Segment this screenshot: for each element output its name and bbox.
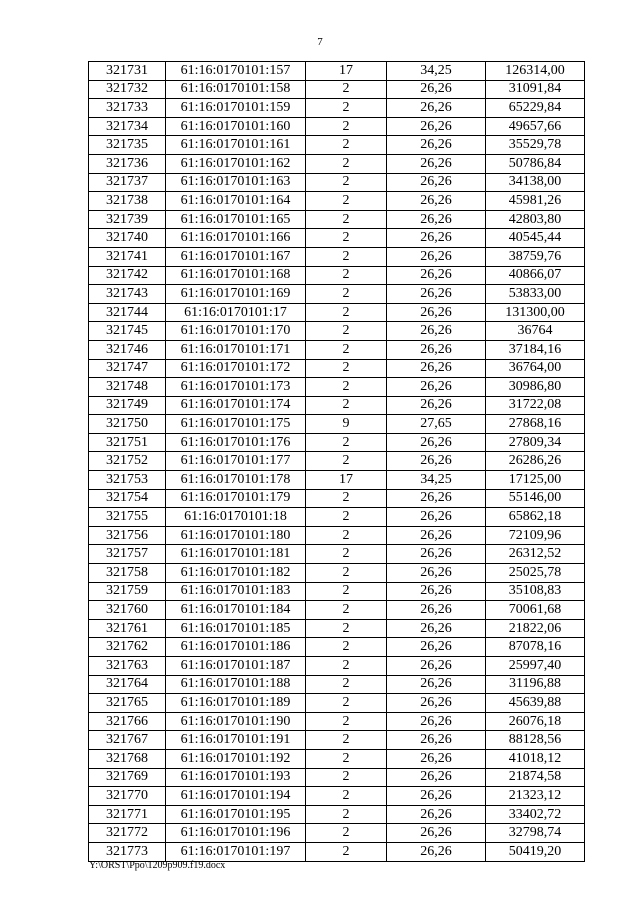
record-id-cell: 321771 bbox=[89, 805, 166, 824]
amount-cell: 53833,00 bbox=[486, 285, 585, 304]
amount-cell: 21323,12 bbox=[486, 787, 585, 806]
cadastral-number-cell: 61:16:0170101:188 bbox=[166, 675, 306, 694]
quantity-cell: 2 bbox=[306, 452, 387, 471]
quantity-cell: 9 bbox=[306, 415, 387, 434]
rate-cell: 26,26 bbox=[387, 582, 486, 601]
amount-cell: 45981,26 bbox=[486, 192, 585, 211]
rate-cell: 26,26 bbox=[387, 117, 486, 136]
cadastral-number-cell: 61:16:0170101:186 bbox=[166, 638, 306, 657]
table-row bbox=[89, 526, 585, 545]
amount-cell: 49657,66 bbox=[486, 117, 585, 136]
cadastral-number-cell: 61:16:0170101:18 bbox=[166, 508, 306, 527]
cadastral-number-cell: 61:16:0170101:178 bbox=[166, 471, 306, 490]
amount-cell: 70061,68 bbox=[486, 601, 585, 620]
record-id-cell: 321760 bbox=[89, 601, 166, 620]
cadastral-number-cell: 61:16:0170101:195 bbox=[166, 805, 306, 824]
table-row bbox=[89, 582, 585, 601]
quantity-cell: 2 bbox=[306, 824, 387, 843]
amount-cell: 31196,88 bbox=[486, 675, 585, 694]
rate-cell: 26,26 bbox=[387, 749, 486, 768]
rate-cell: 26,26 bbox=[387, 210, 486, 229]
rate-cell: 26,26 bbox=[387, 359, 486, 378]
amount-cell: 65862,18 bbox=[486, 508, 585, 527]
table-row bbox=[89, 99, 585, 118]
record-id-cell: 321734 bbox=[89, 117, 166, 136]
table-row bbox=[89, 749, 585, 768]
rate-cell: 26,26 bbox=[387, 824, 486, 843]
table-row bbox=[89, 471, 585, 490]
quantity-cell: 2 bbox=[306, 749, 387, 768]
amount-cell: 50419,20 bbox=[486, 842, 585, 861]
amount-cell: 26076,18 bbox=[486, 712, 585, 731]
record-id-cell: 321733 bbox=[89, 99, 166, 118]
cadastral-number-cell: 61:16:0170101:175 bbox=[166, 415, 306, 434]
rate-cell: 26,26 bbox=[387, 433, 486, 452]
cadastral-number-cell: 61:16:0170101:182 bbox=[166, 564, 306, 583]
quantity-cell: 2 bbox=[306, 675, 387, 694]
amount-cell: 31722,08 bbox=[486, 396, 585, 415]
quantity-cell: 2 bbox=[306, 433, 387, 452]
amount-cell: 36764,00 bbox=[486, 359, 585, 378]
table-row bbox=[89, 117, 585, 136]
record-id-cell: 321742 bbox=[89, 266, 166, 285]
amount-cell: 32798,74 bbox=[486, 824, 585, 843]
record-id-cell: 321757 bbox=[89, 545, 166, 564]
record-id-cell: 321744 bbox=[89, 303, 166, 322]
cadastral-number-cell: 61:16:0170101:185 bbox=[166, 619, 306, 638]
rate-cell: 26,26 bbox=[387, 99, 486, 118]
quantity-cell: 2 bbox=[306, 526, 387, 545]
amount-cell: 42803,80 bbox=[486, 210, 585, 229]
record-id-cell: 321751 bbox=[89, 433, 166, 452]
record-id-cell: 321768 bbox=[89, 749, 166, 768]
amount-cell: 21874,58 bbox=[486, 768, 585, 787]
amount-cell: 21822,06 bbox=[486, 619, 585, 638]
rate-cell: 34,25 bbox=[387, 471, 486, 490]
rate-cell: 26,26 bbox=[387, 80, 486, 99]
table-row bbox=[89, 712, 585, 731]
quantity-cell: 17 bbox=[306, 471, 387, 490]
rate-cell: 26,26 bbox=[387, 340, 486, 359]
table-row bbox=[89, 62, 585, 81]
record-id-cell: 321754 bbox=[89, 489, 166, 508]
amount-cell: 34138,00 bbox=[486, 173, 585, 192]
rate-cell: 26,26 bbox=[387, 378, 486, 397]
cadastral-number-cell: 61:16:0170101:173 bbox=[166, 378, 306, 397]
amount-cell: 40545,44 bbox=[486, 229, 585, 248]
record-id-cell: 321764 bbox=[89, 675, 166, 694]
table-row bbox=[89, 545, 585, 564]
amount-cell: 17125,00 bbox=[486, 471, 585, 490]
quantity-cell: 2 bbox=[306, 582, 387, 601]
quantity-cell: 2 bbox=[306, 247, 387, 266]
page-number: 7 bbox=[317, 36, 323, 48]
quantity-cell: 2 bbox=[306, 322, 387, 341]
table-row bbox=[89, 378, 585, 397]
table-row bbox=[89, 489, 585, 508]
table-row bbox=[89, 787, 585, 806]
amount-cell: 26312,52 bbox=[486, 545, 585, 564]
record-id-cell: 321770 bbox=[89, 787, 166, 806]
quantity-cell: 2 bbox=[306, 638, 387, 657]
record-id-cell: 321763 bbox=[89, 657, 166, 676]
record-id-cell: 321737 bbox=[89, 173, 166, 192]
quantity-cell: 2 bbox=[306, 285, 387, 304]
table-row bbox=[89, 266, 585, 285]
record-id-cell: 321741 bbox=[89, 247, 166, 266]
cadastral-number-cell: 61:16:0170101:163 bbox=[166, 173, 306, 192]
cadastral-number-cell: 61:16:0170101:168 bbox=[166, 266, 306, 285]
record-id-cell: 321766 bbox=[89, 712, 166, 731]
quantity-cell: 2 bbox=[306, 731, 387, 750]
record-id-cell: 321761 bbox=[89, 619, 166, 638]
cadastral-number-cell: 61:16:0170101:172 bbox=[166, 359, 306, 378]
rate-cell: 26,26 bbox=[387, 731, 486, 750]
cadastral-number-cell: 61:16:0170101:192 bbox=[166, 749, 306, 768]
table-row bbox=[89, 359, 585, 378]
cadastral-number-cell: 61:16:0170101:157 bbox=[166, 62, 306, 81]
rate-cell: 26,26 bbox=[387, 842, 486, 861]
amount-cell: 50786,84 bbox=[486, 154, 585, 173]
record-id-cell: 321753 bbox=[89, 471, 166, 490]
table-row bbox=[89, 508, 585, 527]
record-id-cell: 321765 bbox=[89, 694, 166, 713]
table-row bbox=[89, 247, 585, 266]
cadastral-number-cell: 61:16:0170101:177 bbox=[166, 452, 306, 471]
record-id-cell: 321749 bbox=[89, 396, 166, 415]
record-id-cell: 321747 bbox=[89, 359, 166, 378]
record-id-cell: 321750 bbox=[89, 415, 166, 434]
data-table bbox=[88, 61, 585, 862]
cadastral-number-cell: 61:16:0170101:183 bbox=[166, 582, 306, 601]
amount-cell: 87078,16 bbox=[486, 638, 585, 657]
rate-cell: 26,26 bbox=[387, 247, 486, 266]
amount-cell: 38759,76 bbox=[486, 247, 585, 266]
quantity-cell: 2 bbox=[306, 712, 387, 731]
record-id-cell: 321769 bbox=[89, 768, 166, 787]
amount-cell: 35529,78 bbox=[486, 136, 585, 155]
quantity-cell: 2 bbox=[306, 303, 387, 322]
record-id-cell: 321773 bbox=[89, 842, 166, 861]
table-row bbox=[89, 303, 585, 322]
amount-cell: 88128,56 bbox=[486, 731, 585, 750]
cadastral-number-cell: 61:16:0170101:158 bbox=[166, 80, 306, 99]
record-id-cell: 321762 bbox=[89, 638, 166, 657]
rate-cell: 26,26 bbox=[387, 675, 486, 694]
amount-cell: 40866,07 bbox=[486, 266, 585, 285]
table-row bbox=[89, 824, 585, 843]
quantity-cell: 2 bbox=[306, 99, 387, 118]
quantity-cell: 2 bbox=[306, 117, 387, 136]
amount-cell: 31091,84 bbox=[486, 80, 585, 99]
table-row bbox=[89, 285, 585, 304]
quantity-cell: 2 bbox=[306, 768, 387, 787]
cadastral-number-cell: 61:16:0170101:179 bbox=[166, 489, 306, 508]
footer-file-path: Y:\ORST\Ppo\1209p909.f19.docx bbox=[89, 860, 226, 871]
record-id-cell: 321746 bbox=[89, 340, 166, 359]
record-id-cell: 321756 bbox=[89, 526, 166, 545]
cadastral-number-cell: 61:16:0170101:194 bbox=[166, 787, 306, 806]
rate-cell: 26,26 bbox=[387, 136, 486, 155]
cadastral-number-cell: 61:16:0170101:171 bbox=[166, 340, 306, 359]
cadastral-number-cell: 61:16:0170101:167 bbox=[166, 247, 306, 266]
cadastral-number-cell: 61:16:0170101:196 bbox=[166, 824, 306, 843]
quantity-cell: 2 bbox=[306, 545, 387, 564]
rate-cell: 26,26 bbox=[387, 694, 486, 713]
table-row bbox=[89, 192, 585, 211]
record-id-cell: 321735 bbox=[89, 136, 166, 155]
cadastral-number-cell: 61:16:0170101:176 bbox=[166, 433, 306, 452]
quantity-cell: 2 bbox=[306, 508, 387, 527]
amount-cell: 27809,34 bbox=[486, 433, 585, 452]
record-id-cell: 321740 bbox=[89, 229, 166, 248]
rate-cell: 26,26 bbox=[387, 452, 486, 471]
quantity-cell: 2 bbox=[306, 805, 387, 824]
quantity-cell: 2 bbox=[306, 378, 387, 397]
table-row bbox=[89, 433, 585, 452]
amount-cell: 33402,72 bbox=[486, 805, 585, 824]
amount-cell: 37184,16 bbox=[486, 340, 585, 359]
rate-cell: 26,26 bbox=[387, 787, 486, 806]
amount-cell: 26286,26 bbox=[486, 452, 585, 471]
rate-cell: 26,26 bbox=[387, 545, 486, 564]
record-id-cell: 321758 bbox=[89, 564, 166, 583]
rate-cell: 26,26 bbox=[387, 303, 486, 322]
amount-cell: 27868,16 bbox=[486, 415, 585, 434]
rate-cell: 26,26 bbox=[387, 322, 486, 341]
rate-cell: 26,26 bbox=[387, 657, 486, 676]
table-row bbox=[89, 601, 585, 620]
quantity-cell: 2 bbox=[306, 694, 387, 713]
cadastral-number-cell: 61:16:0170101:187 bbox=[166, 657, 306, 676]
record-id-cell: 321759 bbox=[89, 582, 166, 601]
cadastral-number-cell: 61:16:0170101:184 bbox=[166, 601, 306, 620]
amount-cell: 55146,00 bbox=[486, 489, 585, 508]
quantity-cell: 2 bbox=[306, 192, 387, 211]
rate-cell: 26,26 bbox=[387, 638, 486, 657]
table-row bbox=[89, 415, 585, 434]
cadastral-number-cell: 61:16:0170101:170 bbox=[166, 322, 306, 341]
quantity-cell: 2 bbox=[306, 173, 387, 192]
cadastral-number-cell: 61:16:0170101:160 bbox=[166, 117, 306, 136]
cadastral-number-cell: 61:16:0170101:162 bbox=[166, 154, 306, 173]
table-row bbox=[89, 229, 585, 248]
rate-cell: 26,26 bbox=[387, 805, 486, 824]
amount-cell: 65229,84 bbox=[486, 99, 585, 118]
record-id-cell: 321743 bbox=[89, 285, 166, 304]
table-row bbox=[89, 731, 585, 750]
table-row bbox=[89, 154, 585, 173]
amount-cell: 41018,12 bbox=[486, 749, 585, 768]
cadastral-number-cell: 61:16:0170101:161 bbox=[166, 136, 306, 155]
quantity-cell: 2 bbox=[306, 842, 387, 861]
cadastral-number-cell: 61:16:0170101:164 bbox=[166, 192, 306, 211]
table-row bbox=[89, 619, 585, 638]
table-row bbox=[89, 136, 585, 155]
amount-cell: 30986,80 bbox=[486, 378, 585, 397]
table-row bbox=[89, 675, 585, 694]
quantity-cell: 2 bbox=[306, 154, 387, 173]
rate-cell: 26,26 bbox=[387, 229, 486, 248]
rate-cell: 26,26 bbox=[387, 619, 486, 638]
amount-cell: 36764 bbox=[486, 322, 585, 341]
quantity-cell: 2 bbox=[306, 266, 387, 285]
table-row bbox=[89, 210, 585, 229]
record-id-cell: 321732 bbox=[89, 80, 166, 99]
quantity-cell: 2 bbox=[306, 657, 387, 676]
cadastral-number-cell: 61:16:0170101:197 bbox=[166, 842, 306, 861]
cadastral-number-cell: 61:16:0170101:180 bbox=[166, 526, 306, 545]
amount-cell: 25025,78 bbox=[486, 564, 585, 583]
quantity-cell: 2 bbox=[306, 787, 387, 806]
table-row bbox=[89, 657, 585, 676]
rate-cell: 26,26 bbox=[387, 173, 486, 192]
table-row bbox=[89, 842, 585, 861]
quantity-cell: 17 bbox=[306, 62, 387, 81]
quantity-cell: 2 bbox=[306, 601, 387, 620]
rate-cell: 27,65 bbox=[387, 415, 486, 434]
record-id-cell: 321772 bbox=[89, 824, 166, 843]
table-row bbox=[89, 638, 585, 657]
record-id-cell: 321767 bbox=[89, 731, 166, 750]
rate-cell: 34,25 bbox=[387, 62, 486, 81]
table-row bbox=[89, 396, 585, 415]
amount-cell: 45639,88 bbox=[486, 694, 585, 713]
record-id-cell: 321736 bbox=[89, 154, 166, 173]
rate-cell: 26,26 bbox=[387, 266, 486, 285]
quantity-cell: 2 bbox=[306, 396, 387, 415]
amount-cell: 126314,00 bbox=[486, 62, 585, 81]
table-row bbox=[89, 452, 585, 471]
quantity-cell: 2 bbox=[306, 340, 387, 359]
record-id-cell: 321739 bbox=[89, 210, 166, 229]
rate-cell: 26,26 bbox=[387, 526, 486, 545]
cadastral-number-cell: 61:16:0170101:181 bbox=[166, 545, 306, 564]
table-row bbox=[89, 768, 585, 787]
table-row bbox=[89, 805, 585, 824]
rate-cell: 26,26 bbox=[387, 154, 486, 173]
table-row bbox=[89, 173, 585, 192]
amount-cell: 72109,96 bbox=[486, 526, 585, 545]
cadastral-number-cell: 61:16:0170101:166 bbox=[166, 229, 306, 248]
cadastral-number-cell: 61:16:0170101:193 bbox=[166, 768, 306, 787]
rate-cell: 26,26 bbox=[387, 396, 486, 415]
table-row bbox=[89, 694, 585, 713]
amount-cell: 25997,40 bbox=[486, 657, 585, 676]
cadastral-number-cell: 61:16:0170101:174 bbox=[166, 396, 306, 415]
record-id-cell: 321731 bbox=[89, 62, 166, 81]
record-id-cell: 321738 bbox=[89, 192, 166, 211]
record-id-cell: 321755 bbox=[89, 508, 166, 527]
record-id-cell: 321745 bbox=[89, 322, 166, 341]
quantity-cell: 2 bbox=[306, 564, 387, 583]
quantity-cell: 2 bbox=[306, 359, 387, 378]
quantity-cell: 2 bbox=[306, 489, 387, 508]
cadastral-number-cell: 61:16:0170101:169 bbox=[166, 285, 306, 304]
record-id-cell: 321748 bbox=[89, 378, 166, 397]
rate-cell: 26,26 bbox=[387, 768, 486, 787]
rate-cell: 26,26 bbox=[387, 712, 486, 731]
quantity-cell: 2 bbox=[306, 136, 387, 155]
table-body bbox=[89, 62, 585, 862]
cadastral-number-cell: 61:16:0170101:165 bbox=[166, 210, 306, 229]
rate-cell: 26,26 bbox=[387, 564, 486, 583]
rate-cell: 26,26 bbox=[387, 192, 486, 211]
amount-cell: 131300,00 bbox=[486, 303, 585, 322]
quantity-cell: 2 bbox=[306, 80, 387, 99]
amount-cell: 35108,83 bbox=[486, 582, 585, 601]
rate-cell: 26,26 bbox=[387, 508, 486, 527]
rate-cell: 26,26 bbox=[387, 285, 486, 304]
table-row bbox=[89, 322, 585, 341]
table-row bbox=[89, 80, 585, 99]
table-row bbox=[89, 564, 585, 583]
quantity-cell: 2 bbox=[306, 229, 387, 248]
rate-cell: 26,26 bbox=[387, 601, 486, 620]
cadastral-number-cell: 61:16:0170101:191 bbox=[166, 731, 306, 750]
record-id-cell: 321752 bbox=[89, 452, 166, 471]
quantity-cell: 2 bbox=[306, 210, 387, 229]
table-row bbox=[89, 340, 585, 359]
cadastral-number-cell: 61:16:0170101:17 bbox=[166, 303, 306, 322]
cadastral-number-cell: 61:16:0170101:189 bbox=[166, 694, 306, 713]
cadastral-number-cell: 61:16:0170101:159 bbox=[166, 99, 306, 118]
quantity-cell: 2 bbox=[306, 619, 387, 638]
cadastral-number-cell: 61:16:0170101:190 bbox=[166, 712, 306, 731]
rate-cell: 26,26 bbox=[387, 489, 486, 508]
